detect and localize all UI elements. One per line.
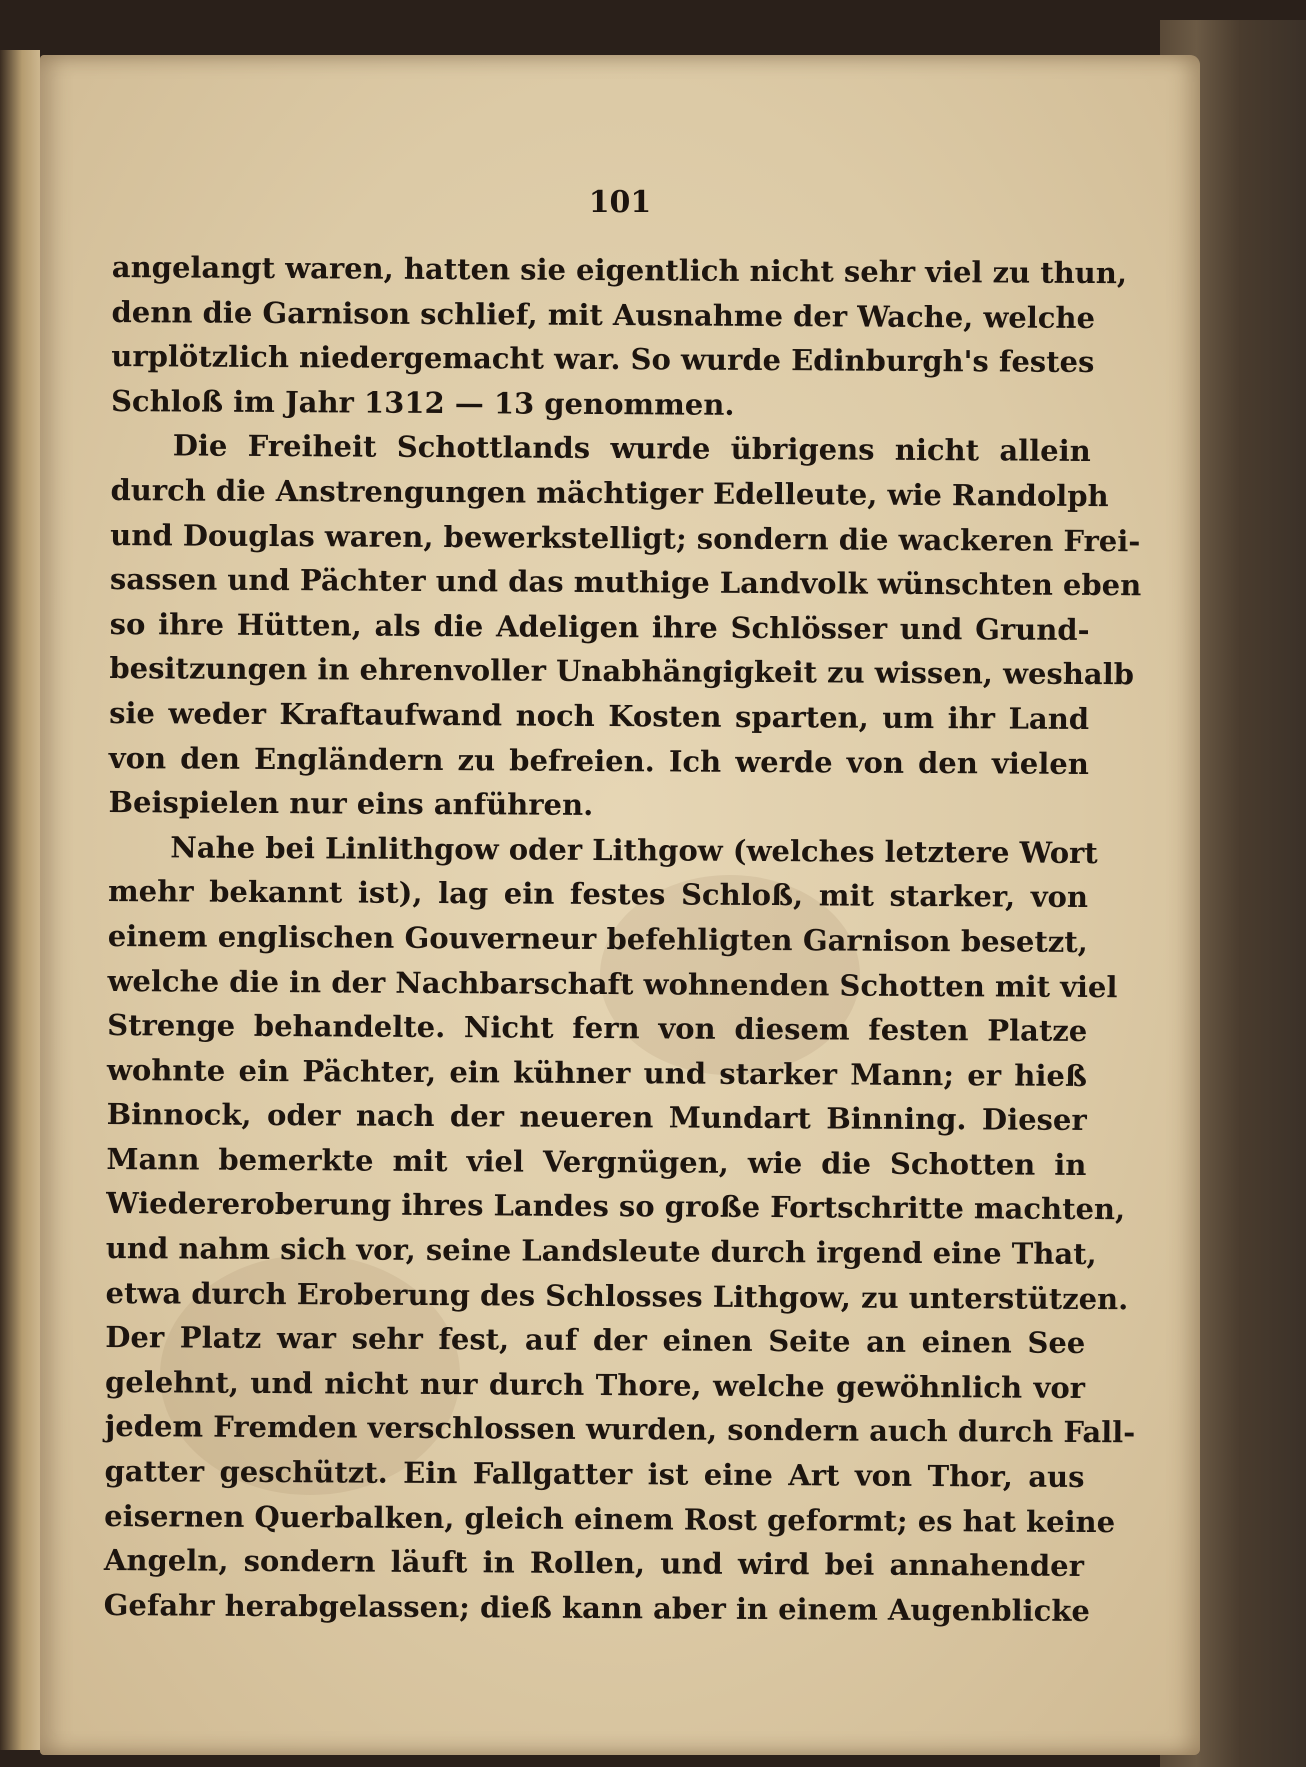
- facing-page-edge: [0, 50, 40, 1750]
- page-number: 101: [588, 185, 652, 220]
- text-line: urplötzlich niedergemacht war. So wurde Edinburgh's festes: [111, 339, 1095, 380]
- book-page: [40, 55, 1200, 1755]
- text-line: eisernen Querbalken, gleich einem Rost geformt; es hat keine: [104, 1498, 1116, 1539]
- text-line: und nahm sich vor, seine Landsleute durch irgend eine That,: [105, 1231, 1097, 1272]
- text-line: Die Freiheit Schottlands wurde übrigens nicht allein: [172, 428, 1091, 469]
- text-line: einem englischen Gouverneur befehligten Garnison besetzt,: [107, 918, 1088, 959]
- text-line: gelehnt, und nicht nur durch Thore, welche gewöhnlich vor: [104, 1364, 1086, 1405]
- text-line: Strenge behandelte. Nicht fern von diesem festen Platze: [107, 1008, 1088, 1049]
- text-line: Beispielen nur eins anführen.: [108, 785, 594, 823]
- text-line: mehr bekannt ist), lag ein festes Schloß, mit starker, von: [107, 874, 1089, 915]
- text-line: gatter geschützt. Ein Fallgatter ist eine Art von Thor, aus: [104, 1454, 1085, 1494]
- text-line: jedem Fremden verschlossen wurden, sondern auch durch Fall-: [104, 1409, 1136, 1450]
- text-line: Schloß im Jahr 1312 — 13 genommen.: [110, 383, 735, 422]
- text-line: Angeln, sondern läuft in Rollen, und wird bei annahender: [103, 1543, 1085, 1584]
- text-line: sassen und Pächter und das muthige Landvolk wünschten eben: [109, 562, 1142, 603]
- text-line: Der Platz war sehr fest, auf der einen Seite an einen See: [105, 1320, 1086, 1361]
- text-line: denn die Garnison schlief, mit Ausnahme der Wache, welche: [111, 294, 1096, 335]
- body-text: [103, 245, 1142, 1633]
- text-line: besitzungen in ehrenvoller Unabhängigkeit zu wissen, weshalb: [109, 651, 1135, 692]
- text-line: etwa durch Eroberung des Schlosses Lithgow, zu unterstützen.: [105, 1275, 1129, 1316]
- text-line: Binnock, oder nach der neueren Mundart Binning. Dieser: [106, 1097, 1087, 1138]
- text-line: wohnte ein Pächter, ein kühner und starker Mann; er hieß: [106, 1052, 1088, 1093]
- text-line: Nahe bei Linlithgow oder Lithgow (welches letztere Wort: [170, 830, 1098, 870]
- text-line: Wiedereroberung ihres Landes so große Fortschritte machten,: [106, 1186, 1126, 1227]
- text-line: welche die in der Nachbarschaft wohnenden Schotten mit viel: [107, 963, 1118, 1004]
- text-line: Mann bemerkte mit viel Vergnügen, wie die Schotten in: [106, 1141, 1087, 1182]
- text-line: angelangt waren, hatten sie eigentlich nicht sehr viel zu thun,: [111, 249, 1128, 291]
- text-line: Gefahr herabgelassen; dieß kann aber in einem Augenblicke: [103, 1587, 1090, 1628]
- text-line: von den Engländern zu befreien. Ich werde von den vielen: [108, 740, 1089, 781]
- text-line: so ihre Hütten, als die Adeligen ihre Schlösser und Grund-: [109, 606, 1090, 647]
- text-line: durch die Anstrengungen mächtiger Edelleute, wie Randolph: [110, 472, 1109, 514]
- text-line: sie weder Kraftaufwand noch Kosten sparten, um ihr Land: [109, 695, 1090, 736]
- text-line: und Douglas waren, bewerkstelligt; sondern die wackeren Frei-: [110, 517, 1141, 558]
